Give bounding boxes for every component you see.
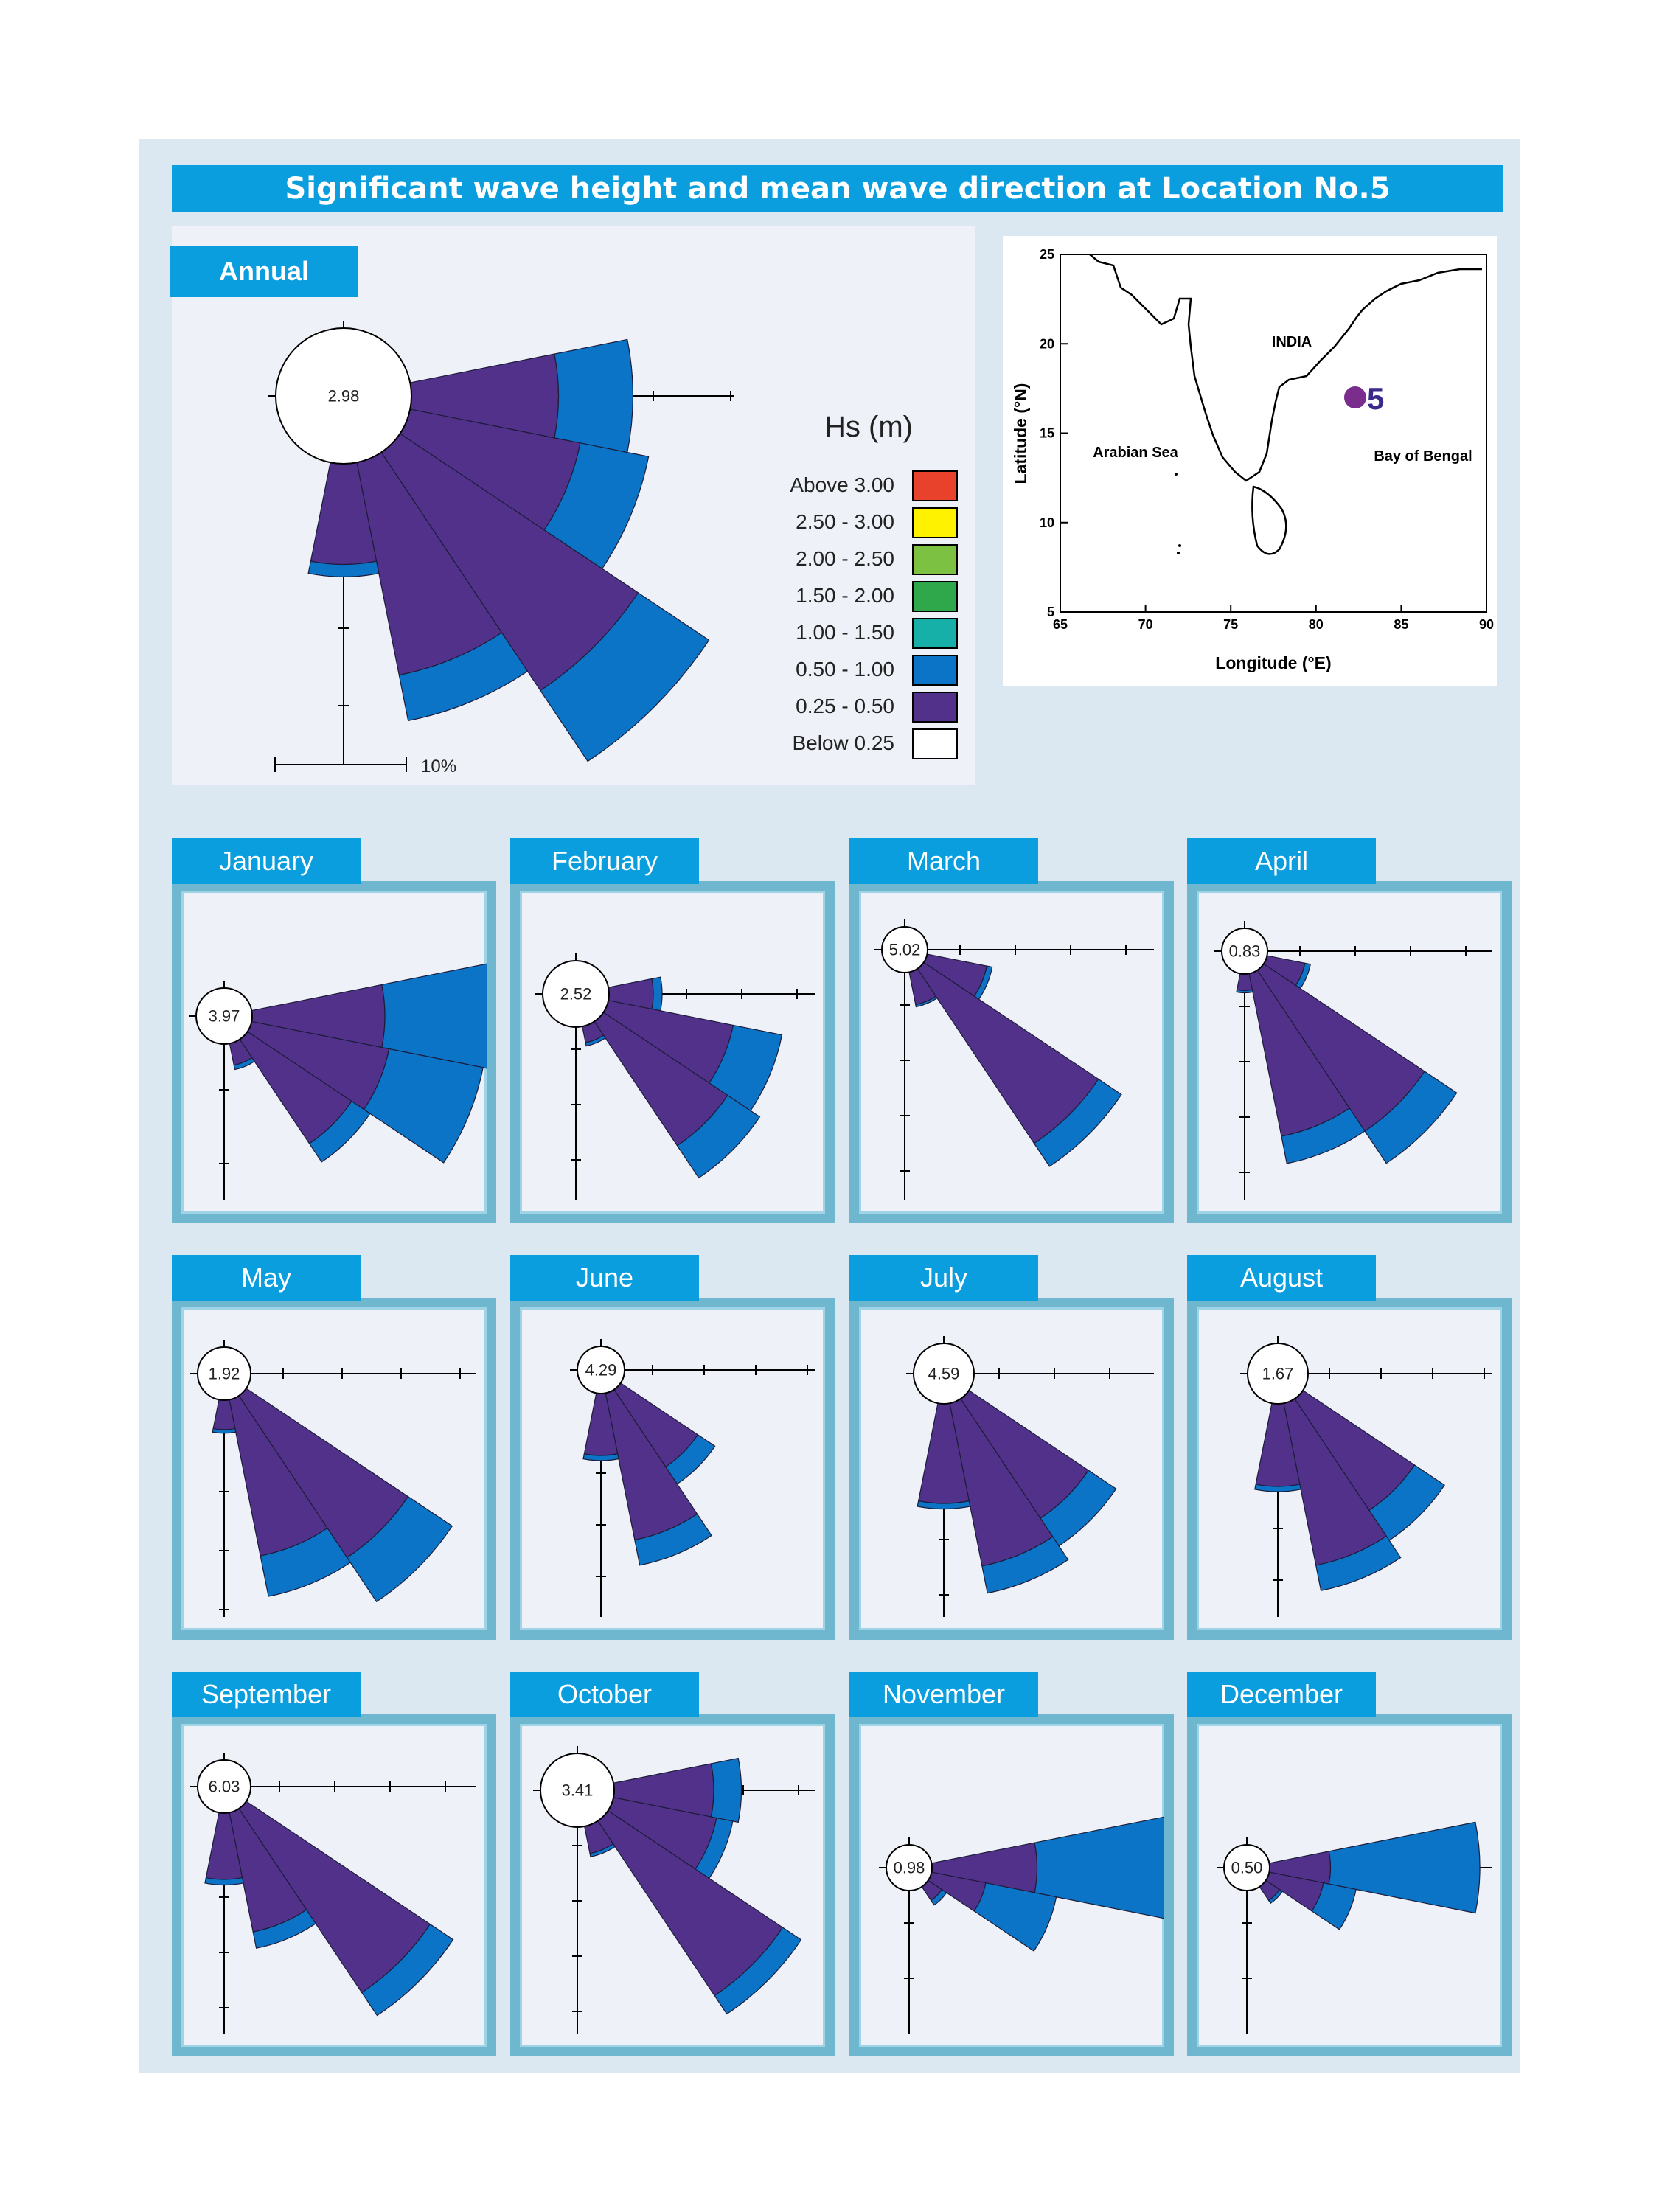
tab-september: September	[172, 1672, 361, 1717]
legend-swatch	[913, 655, 957, 685]
legend-label: 2.00 - 2.50	[796, 547, 894, 570]
month-rose-panel	[172, 1714, 496, 2056]
calm-value: 2.52	[560, 984, 592, 1004]
month-rose-panel	[510, 1298, 835, 1640]
month-rose-panel	[849, 881, 1174, 1223]
month-rose-panel	[849, 1714, 1174, 2056]
calm-value: 0.83	[1228, 942, 1261, 961]
month-rose-panel	[1187, 881, 1512, 1223]
petal-segment	[652, 977, 662, 1011]
legend-swatch	[913, 729, 957, 759]
map-y-axis-label: Latitude (°N)	[1011, 383, 1030, 484]
calm-value: 4.59	[928, 1364, 960, 1383]
map-x-tick-label: 90	[1478, 617, 1495, 632]
figure-title: Significant wave height and mean wave direction at Location No.5	[172, 165, 1503, 212]
tab-april: April	[1187, 838, 1376, 884]
map-x-tick-label: 80	[1308, 617, 1324, 632]
legend-swatch	[913, 582, 957, 611]
calm-value: 0.98	[893, 1858, 925, 1877]
location-map	[1003, 236, 1497, 686]
calm-value: 1.67	[1262, 1364, 1294, 1383]
annual-panel	[172, 226, 975, 785]
map-x-tick-label: 85	[1394, 617, 1409, 632]
month-wind-rose	[859, 891, 1164, 1214]
petal-segment	[1237, 990, 1253, 992]
island-dot	[1177, 552, 1180, 554]
tab-february: February	[510, 838, 699, 884]
tab-july: July	[849, 1255, 1038, 1301]
calm-value: 3.97	[208, 1006, 240, 1026]
tab-january: January	[172, 838, 361, 884]
month-wind-rose	[1197, 1307, 1502, 1630]
label-bay-of-bengal: Bay of Bengal	[1374, 448, 1472, 465]
month-wind-rose	[520, 1307, 825, 1630]
tab-annual: Annual	[170, 246, 358, 297]
map-svg	[1003, 236, 1497, 686]
month-rose-panel	[849, 1298, 1174, 1640]
month-wind-rose	[1197, 891, 1502, 1214]
map-y-tick-label: 15	[1039, 425, 1054, 441]
map-x-tick-label: 75	[1223, 617, 1239, 632]
month-wind-rose	[859, 1307, 1164, 1630]
calm-value: 4.29	[585, 1360, 617, 1380]
month-wind-rose	[520, 891, 825, 1214]
map-x-axis-label: Longitude (°E)	[1215, 653, 1332, 672]
island-dot	[1175, 473, 1178, 476]
scale-label: 10%	[421, 757, 457, 776]
petal-segment	[1237, 973, 1253, 990]
map-plot-area	[1060, 254, 1486, 612]
legend-label: Below 0.25	[792, 731, 894, 754]
legend-swatch	[913, 545, 957, 574]
map-y-tick-label: 10	[1039, 515, 1054, 530]
calm-value: 2.98	[327, 386, 360, 406]
legend-swatch	[913, 508, 957, 538]
legend-label: 1.50 - 2.00	[796, 584, 894, 607]
legend-label: 2.50 - 3.00	[796, 510, 894, 533]
tab-march: March	[849, 838, 1038, 884]
legend-label: 1.00 - 1.50	[796, 621, 894, 644]
month-wind-rose	[859, 1724, 1164, 2047]
month-rose-panel	[1187, 1714, 1512, 2056]
petal-segment	[554, 339, 633, 452]
calm-value: 5.02	[888, 940, 921, 959]
tab-may: May	[172, 1255, 361, 1301]
location-marker	[1344, 386, 1366, 408]
tab-december: December	[1187, 1672, 1376, 1717]
calm-value: 0.50	[1231, 1858, 1263, 1877]
calm-value: 3.41	[561, 1781, 594, 1800]
month-wind-rose	[520, 1724, 825, 2047]
month-wind-rose	[181, 1724, 487, 2047]
calm-value: 1.92	[208, 1364, 240, 1383]
month-rose-panel	[510, 1714, 835, 2056]
legend	[747, 407, 961, 768]
legend-label: 0.50 - 1.00	[796, 658, 894, 681]
island-dot	[1178, 544, 1181, 547]
map-y-tick-label: 25	[1039, 247, 1054, 262]
label-india: INDIA	[1271, 334, 1312, 350]
tab-october: October	[510, 1672, 699, 1717]
tab-june: June	[510, 1255, 699, 1301]
legend-swatch	[913, 619, 957, 648]
legend-label: Above 3.00	[790, 473, 894, 496]
month-rose-panel	[172, 1298, 496, 1640]
label-arabian-sea: Arabian Sea	[1093, 445, 1178, 461]
petal-segment	[212, 1429, 236, 1433]
legend-label: 0.25 - 0.50	[796, 695, 894, 717]
map-y-tick-label: 5	[1046, 605, 1054, 619]
month-rose-panel	[510, 881, 835, 1223]
map-x-tick-label: 65	[1052, 617, 1068, 632]
legend-title: Hs (m)	[824, 411, 913, 443]
legend-swatch	[913, 471, 957, 501]
month-wind-rose	[1197, 1724, 1502, 2047]
calm-value: 6.03	[208, 1777, 240, 1796]
month-rose-panel	[172, 881, 496, 1223]
tab-november: November	[849, 1672, 1038, 1717]
petal-segment	[711, 1759, 741, 1823]
map-x-tick-label: 70	[1138, 617, 1153, 632]
month-wind-rose	[181, 1307, 487, 1630]
location-label: 5	[1366, 381, 1385, 416]
legend-swatch	[913, 692, 957, 722]
month-wind-rose	[181, 891, 487, 1214]
map-y-tick-label: 20	[1039, 336, 1054, 352]
tab-august: August	[1187, 1255, 1376, 1301]
month-rose-panel	[1187, 1298, 1512, 1640]
